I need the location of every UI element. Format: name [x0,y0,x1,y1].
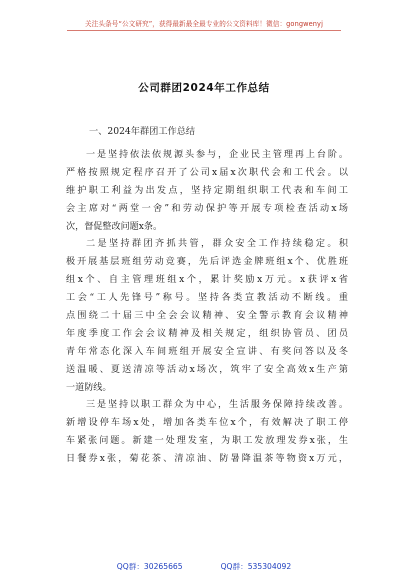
paragraph-line: 点围绕二十届三中全会会议精神、安全警示教育会议精神 [66,311,348,322]
paragraph-line: 一是坚持依法依规源头参与，企业民主管理再上台阶。 [86,150,348,160]
paragraph-line: 三是坚持以职工群众为中心，生活服务保障持续改善。 [86,400,348,411]
paragraph-line: 一道防线。 [66,382,112,393]
paragraph-line: 严格按照规定程序召开了公司x届x次职代会和工代会。以 [66,167,348,178]
paragraph-line: 工会“工人先锋号”称号。坚持各类宣教活动不断线。重 [66,293,348,304]
paragraph-line: 极开展基层班组劳动竞赛，先后评选金牌班组x个、优胜班 [66,257,348,268]
paragraph-line: 送温暖、夏送清凉等活动x场次，筑牢了安全高效x生产第 [66,364,348,375]
paragraph-line: 日餐券x张，菊花茶、清凉油、防暑降温茶等物资x万元， [66,454,348,465]
paragraph-line: 年度季度工作会会议精神及相关规定，组织协管员、团员 [66,328,348,339]
footer-qq-group-1: QQ群：30265665 [116,562,183,571]
document-title: 公司群团2024年工作总结 [138,82,270,94]
paragraph-line: 维护职工利益为出发点，坚持定期组织职工代表和车间工 [66,185,348,196]
header-divider [67,30,341,31]
body-text [66,147,348,469]
paragraph-line: 新增设停车场x处，增加各类车位x个，有效解决了职工停 [66,418,348,429]
header-banner: 关注头条号“公文研究”，获得最新最全最专业的公文资料库！微信：gongwenyj [85,20,323,28]
paragraph-line: 青年常态化深入车间班组开展安全宣讲、有奖问答以及冬 [66,346,348,357]
paragraph-line: 次，督促整改问题x条。 [66,221,163,232]
paragraph-line: 车紧张问题。新建一处理发室，为职工发放理发券x张，生 [66,436,348,447]
paragraph-line: 二是坚持群团齐抓共管，群众安全工作持续稳定。积 [86,239,348,250]
paragraph-line: 组x个、自主管理班组x个，累计奖励x万元。x获评x省 [66,275,348,286]
section-heading: 一、2024年群团工作总结 [89,126,196,137]
footer-qq-group-2: QQ群：535304092 [220,562,292,571]
paragraph-line: 会主席对“两堂一舍”和劳动保护等开展专项检查活动x场 [66,203,348,214]
footer-contact [0,561,408,572]
